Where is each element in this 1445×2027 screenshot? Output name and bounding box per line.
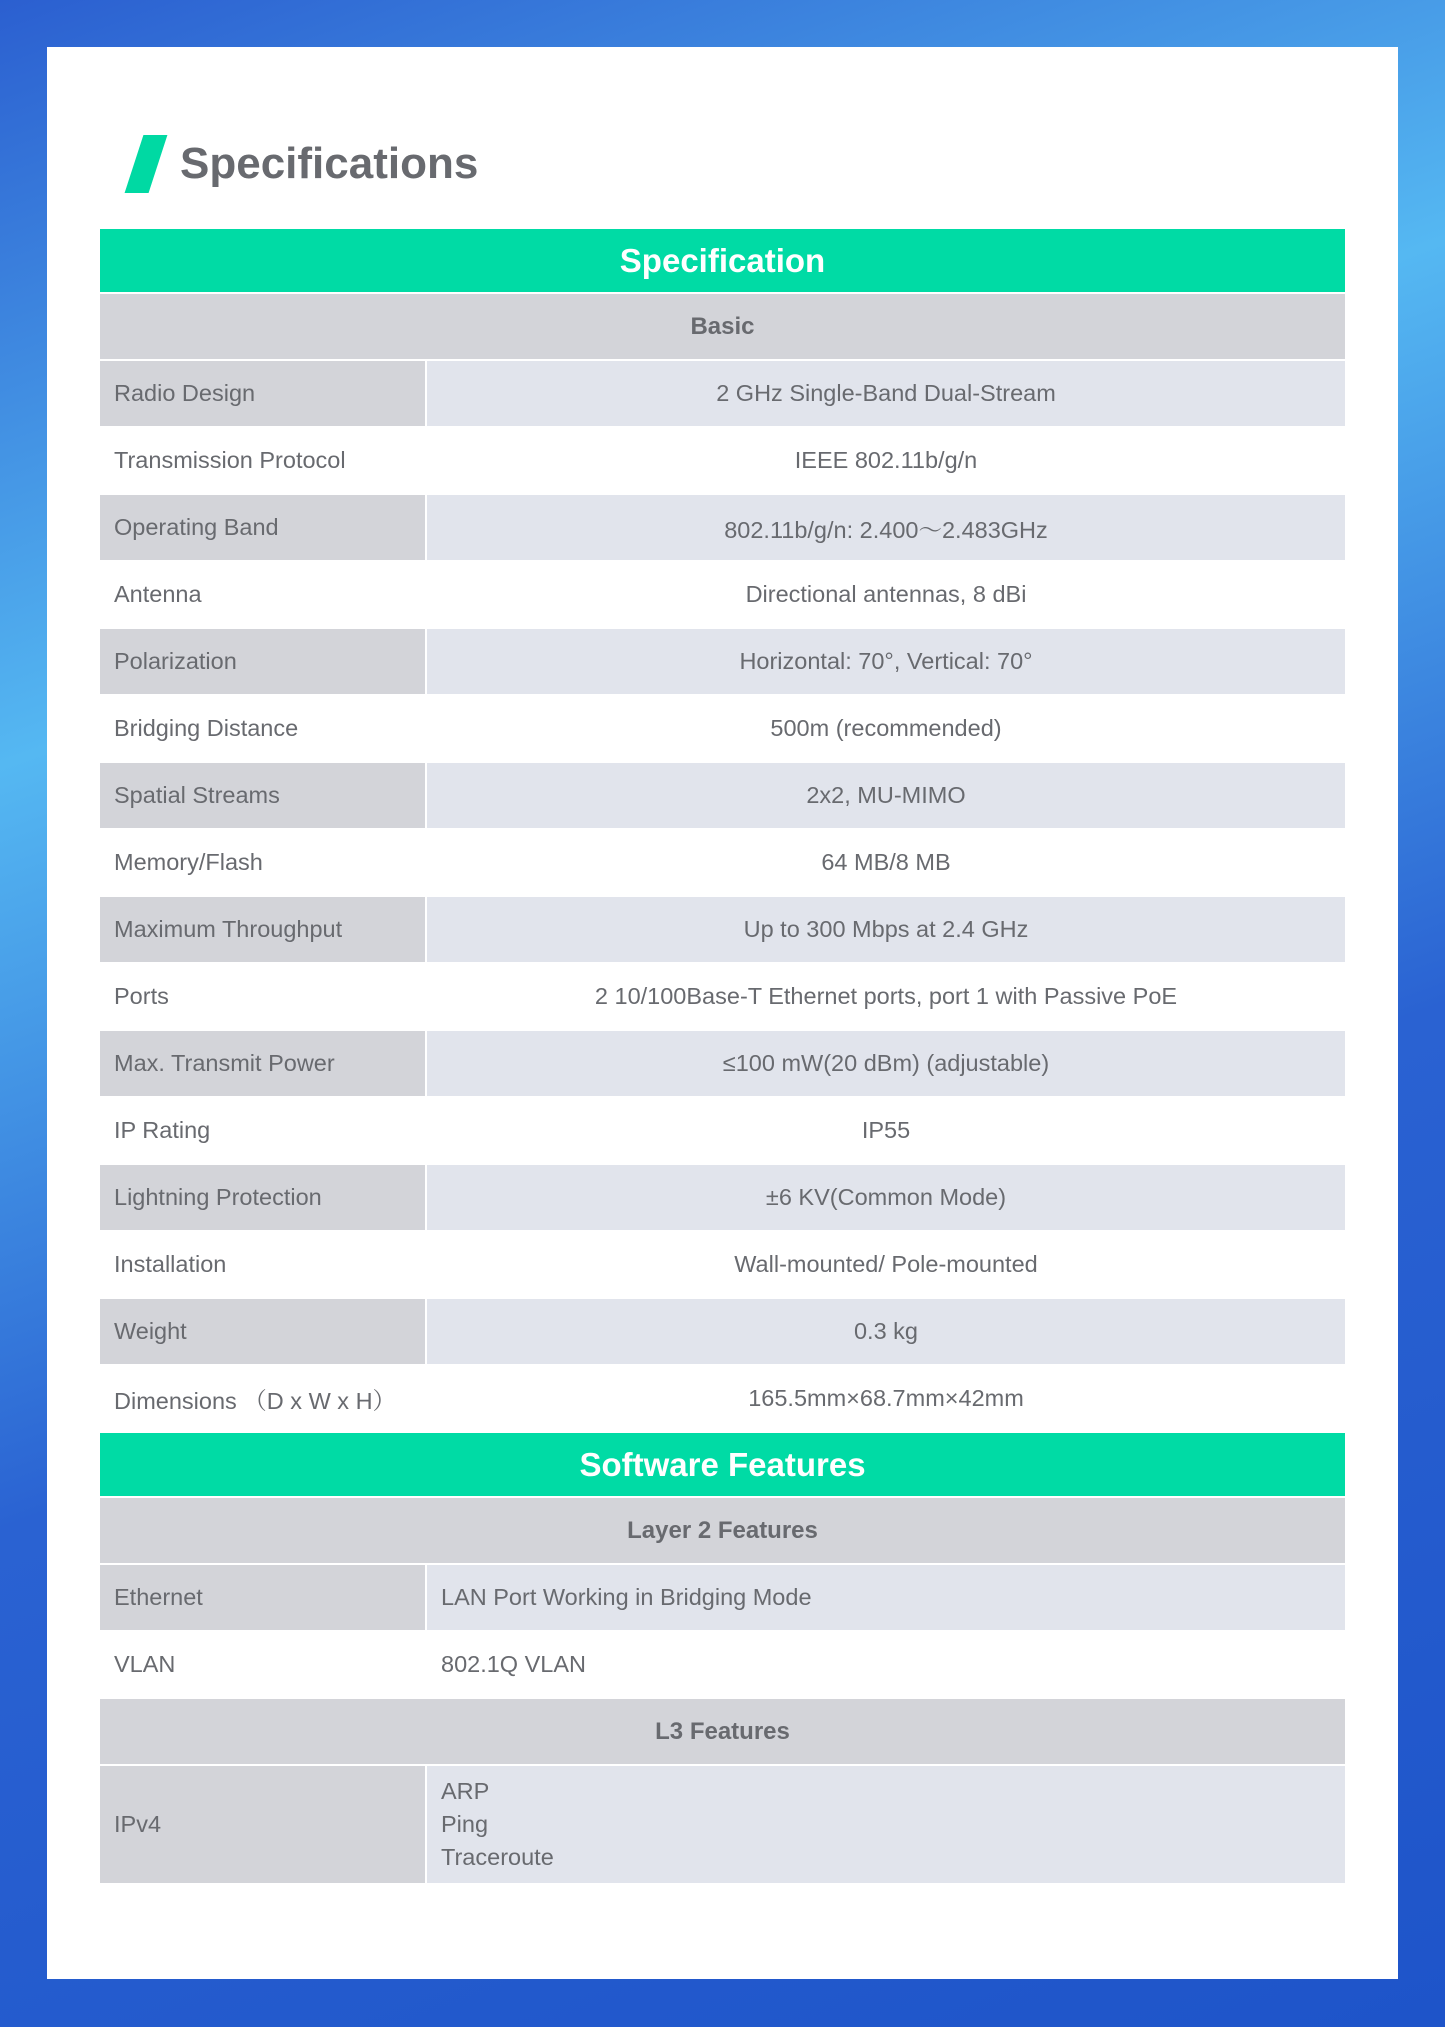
value-list-item: Traceroute: [441, 1844, 554, 1870]
row-label: IP Rating: [100, 1098, 427, 1163]
row-value: [427, 1766, 1345, 1883]
row-label: Polarization: [100, 629, 427, 694]
table-row: [100, 897, 1345, 964]
row-value: LAN Port Working in Bridging Mode: [427, 1565, 1345, 1630]
subheader-basic: Basic: [100, 294, 1345, 361]
table-row: [100, 1098, 1345, 1165]
row-label: Bridging Distance: [100, 696, 427, 761]
table-row: [100, 1366, 1345, 1433]
row-value: 165.5mm×68.7mm×42mm: [427, 1366, 1345, 1431]
row-label: Lightning Protection: [100, 1165, 427, 1230]
page-heading: [122, 129, 478, 199]
table-row: [100, 1165, 1345, 1232]
table-row: [100, 1632, 1345, 1699]
table-row: [100, 629, 1345, 696]
row-value: 802.11b/g/n: 2.400～2.483GHz: [427, 495, 1345, 560]
table-row: [100, 495, 1345, 562]
table-row: [100, 830, 1345, 897]
table-row: [100, 1299, 1345, 1366]
row-label: Dimensions （D x W x H）: [100, 1366, 427, 1431]
table-row: [100, 562, 1345, 629]
row-label: Radio Design: [100, 361, 427, 426]
value-list: [441, 1775, 554, 1874]
table-row: [100, 1766, 1345, 1885]
row-label: Installation: [100, 1232, 427, 1297]
row-value: Wall-mounted/ Pole-mounted: [427, 1232, 1345, 1297]
spec-table: [100, 229, 1345, 1885]
row-value: IP55: [427, 1098, 1345, 1163]
row-value: 0.3 kg: [427, 1299, 1345, 1364]
section-band-specification: Specification: [100, 229, 1345, 294]
row-label: Weight: [100, 1299, 427, 1364]
table-row: [100, 361, 1345, 428]
table-row: [100, 1031, 1345, 1098]
table-row: [100, 1232, 1345, 1299]
table-row: [100, 1565, 1345, 1632]
row-value: Up to 300 Mbps at 2.4 GHz: [427, 897, 1345, 962]
row-label: IPv4: [100, 1766, 427, 1883]
row-label: Transmission Protocol: [100, 428, 427, 493]
row-label: Spatial Streams: [100, 763, 427, 828]
page-title: Specifications: [180, 139, 479, 188]
row-label: Antenna: [100, 562, 427, 627]
row-value: 2 GHz Single-Band Dual-Stream: [427, 361, 1345, 426]
row-label: Ethernet: [100, 1565, 427, 1630]
table-row: [100, 964, 1345, 1031]
row-label: Operating Band: [100, 495, 427, 560]
subheader-layer2: Layer 2 Features: [100, 1498, 1345, 1565]
row-label: Maximum Throughput: [100, 897, 427, 962]
row-value: ±6 KV(Common Mode): [427, 1165, 1345, 1230]
table-row: [100, 696, 1345, 763]
row-label: VLAN: [100, 1632, 427, 1697]
accent-slash-icon: [125, 135, 168, 193]
row-value: 500m (recommended): [427, 696, 1345, 761]
row-value: ≤100 mW(20 dBm) (adjustable): [427, 1031, 1345, 1096]
table-row: [100, 428, 1345, 495]
row-value: 2x2, MU-MIMO: [427, 763, 1345, 828]
row-label: Max. Transmit Power: [100, 1031, 427, 1096]
row-value: 2 10/100Base-T Ethernet ports, port 1 with Passive PoE: [427, 964, 1345, 1029]
section-band-software-features: Software Features: [100, 1433, 1345, 1498]
table-row: [100, 763, 1345, 830]
row-value: 64 MB/8 MB: [427, 830, 1345, 895]
row-value: 802.1Q VLAN: [427, 1632, 1345, 1697]
row-value: Horizontal: 70°, Vertical: 70°: [427, 629, 1345, 694]
value-list-item: Ping: [441, 1811, 489, 1837]
subheader-l3: L3 Features: [100, 1699, 1345, 1766]
spec-sheet: [47, 47, 1398, 1979]
row-label: Memory/Flash: [100, 830, 427, 895]
row-value: Directional antennas, 8 dBi: [427, 562, 1345, 627]
row-value: IEEE 802.11b/g/n: [427, 428, 1345, 493]
row-label: Ports: [100, 964, 427, 1029]
value-list-item: ARP: [441, 1778, 490, 1804]
